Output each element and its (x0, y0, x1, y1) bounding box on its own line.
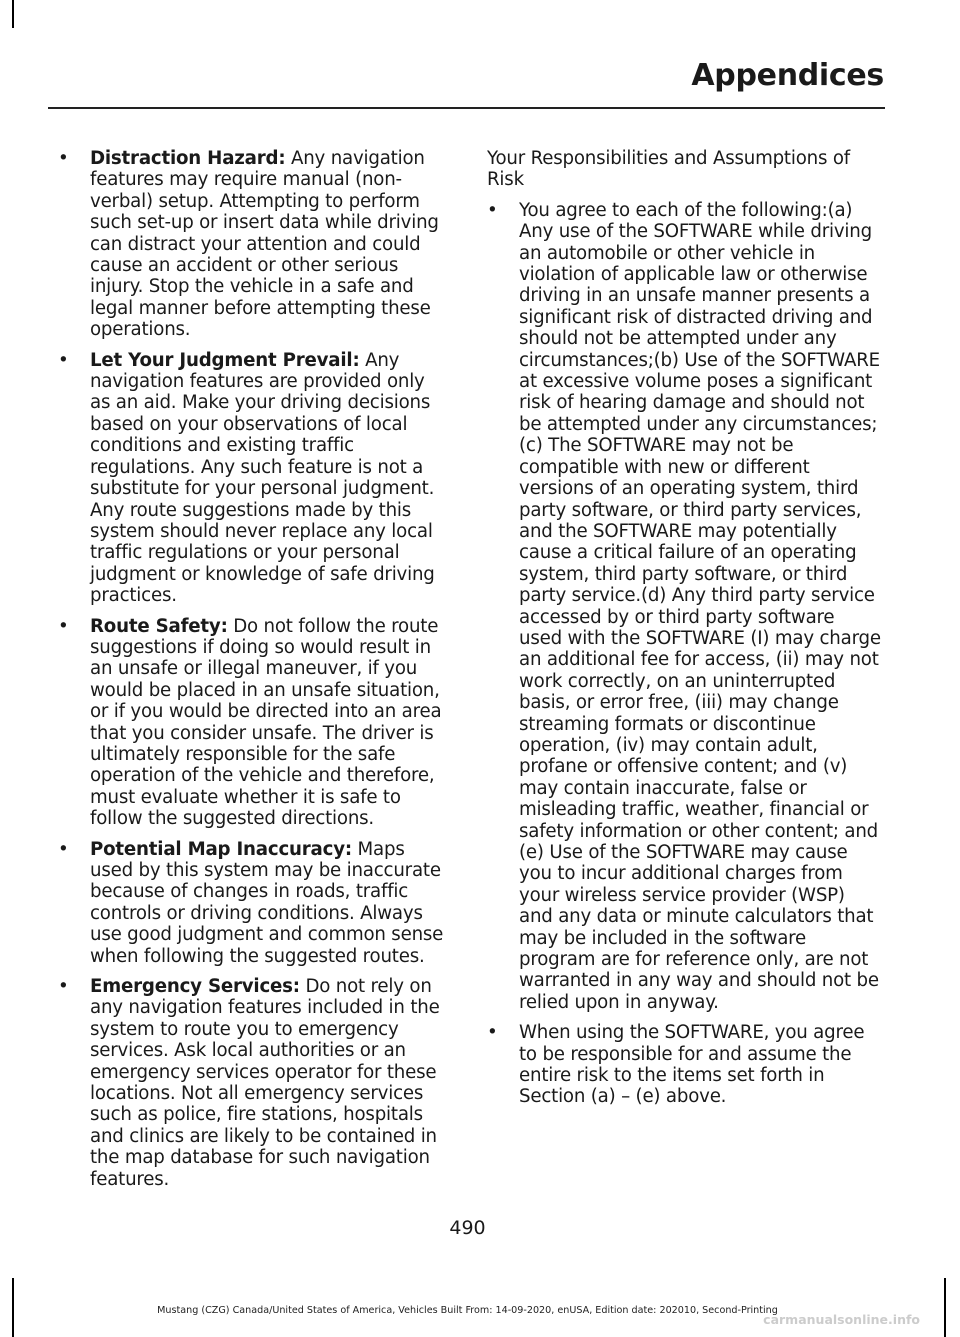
right-column (487, 148, 882, 1117)
item-text: Do not rely on any navigation features included in the system to route you to emergency services. Ask local authorities or an emergency services operator for these locations. Not all emergency services such as police, fire stations, hospitals and clinics are likely to be contained in the map database for such navigation features. (90, 976, 440, 1190)
item-text: Any navigation features may require manual (non-verbal) setup. Attempting to perform such set-up or insert data while driving can distract your attention and could cause an accident or other serious injury. Stop the vehicle in a safe and legal manner before attempting these operations. (90, 148, 439, 341)
bullet: • (58, 976, 69, 998)
list-item (58, 616, 448, 830)
bullet: • (58, 349, 69, 371)
list-item (58, 350, 448, 607)
item-text: Any navigation features are provided only as an aid. Make your driving decisions based on your observations of local conditions and existing traffic regulations. Any such feature is not a substitute for your personal judgment. Any route suggestions made by this system should never replace any local traffic regulations or your personal judgment or knowledge of safe driving practices. (90, 349, 435, 607)
item-text: You agree to each of the following:(a) Any use of the SOFTWARE while driving an automobile or other vehicle in violation of applicable law or otherwise driving in an unsafe manner presents a significant risk of distracted driving and should not be attempted under any circumstances;(b) Use of the SOFTWARE at excessive volume poses a significant risk of hearing damage and should not be attempted under any circumstances;(c) The SOFTWARE may not be compatible with new or different versions of an operating system, third party software, or third party services, and the SOFTWARE may potentially cause a critical failure of an operating system, third party software, or third party service.(d) Any third party service accessed by or third party software used with the SOFTWARE (I) may charge an additional fee for access, (ii) may not work correctly, on an uninterrupted basis, or error free, (iii) may change streaming formats or discontinue operation, (iv) may contain adult, profane or offensive content; and (v) may contain inaccurate, false or misleading traffic, weather, financial or safety information or other content; and (e) Use of the SOFTWARE may cause you to incur additional charges from your wireless service provider (WSP) and any data or minute calculators that may be included in the software program are for reference only, are not warranted in any way and should not be relied upon in anyway. (519, 199, 881, 1013)
section-heading: Your Responsibilities and Assumptions of Risk (487, 148, 850, 191)
item-label: Route Safety: (90, 615, 228, 637)
bullet: • (487, 1022, 498, 1044)
header-divider (48, 107, 885, 109)
left-column (58, 148, 448, 1199)
item-label: Let Your Judgment Prevail: (90, 349, 360, 371)
bullet: • (58, 148, 69, 169)
list-item (58, 148, 448, 341)
bullet: • (58, 615, 69, 637)
list-item (58, 839, 448, 967)
page-number: 490 (449, 1217, 486, 1239)
item-label: Potential Map Inaccuracy: (90, 838, 352, 860)
item-label: Distraction Hazard: (90, 148, 286, 169)
watermark: carmanualsonline.info (763, 1312, 920, 1327)
list-item (487, 200, 882, 1013)
page-title: Appendices (691, 58, 884, 93)
list-item (58, 976, 448, 1190)
bullet: • (487, 199, 498, 221)
bullet: • (58, 838, 69, 860)
footer-text: Mustang (CZG) Canada/United States of America, Vehicles Built From: 14-09-2020, enUSA, Edition date: 202010, Second-Printing (157, 1305, 778, 1316)
item-label: Emergency Services: (90, 976, 300, 998)
navigation-warnings-list (58, 148, 448, 1190)
item-text: Maps used by this system may be inaccurate because of changes in roads, traffic controls or driving conditions. Always use good judgment and common sense when following the suggested routes. (90, 838, 444, 967)
crop-mark-top-left (12, 0, 14, 28)
responsibilities-list (487, 200, 882, 1108)
list-item (487, 1022, 882, 1108)
item-text: When using the SOFTWARE, you agree to be responsible for and assume the entire risk to the items set forth in Section (a) – (e) above. (519, 1022, 865, 1108)
crop-mark-bottom-right (944, 1278, 946, 1337)
item-text: Do not follow the route suggestions if doing so would result in an unsafe or illegal maneuver, if you would be placed in an unsafe situation, or if you would be directed into an area that you consider unsafe. The driver is ultimately responsible for the safe operation of the vehicle and therefore, must evaluate whether it is safe to follow the suggested directions. (90, 615, 442, 830)
